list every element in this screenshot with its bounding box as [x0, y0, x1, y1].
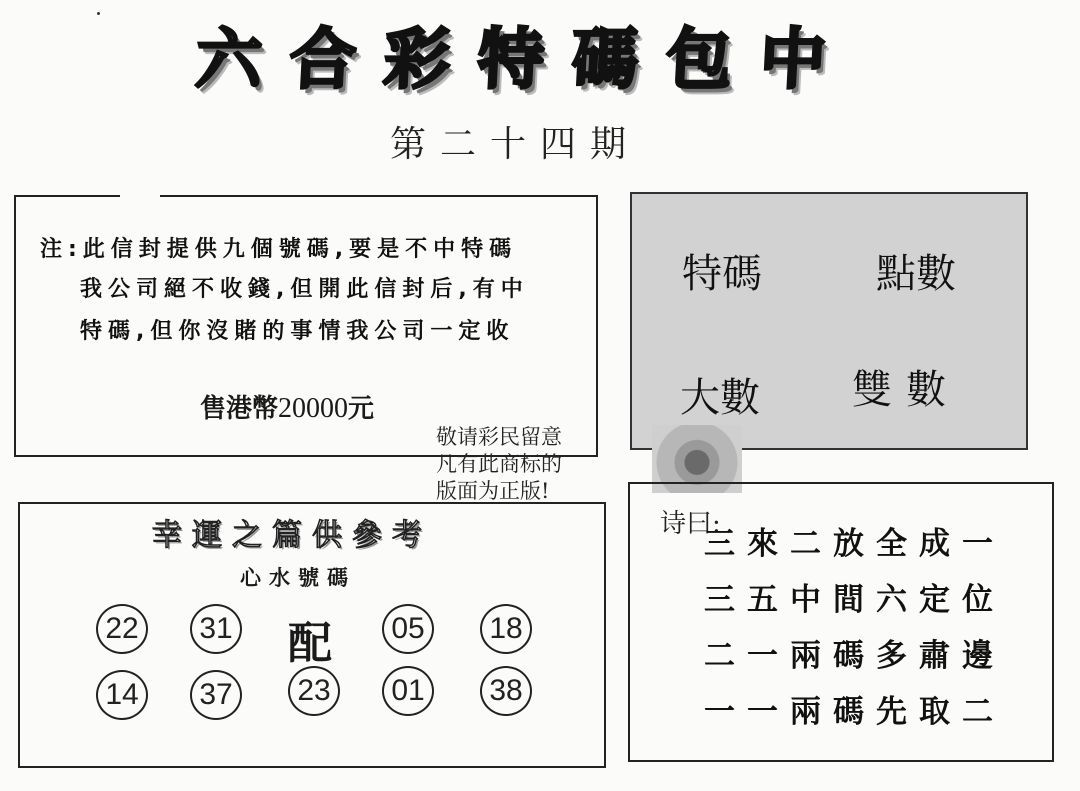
number-ball: 01 [382, 666, 434, 716]
notice-line: 敬请彩民留意 [436, 425, 562, 449]
authenticity-notice [436, 424, 562, 505]
title-char: 包 [663, 20, 735, 98]
note-line-3: 特碼,但你沒賭的事情我公司一定收 [80, 319, 515, 344]
price-prefix: 售港幣 [200, 394, 279, 424]
poem-line-1: 三來二放全成一 [704, 526, 1005, 562]
number-ball: 37 [190, 670, 242, 720]
number-ball: 18 [480, 604, 532, 654]
lucky-subtitle: 心水號碼 [240, 565, 356, 590]
info-label-even: 雙數 [852, 367, 960, 413]
price-amount: 20000 [278, 393, 349, 424]
note-line-1: 注:此信封提供九個號碼,要是不中特碼 [40, 237, 518, 262]
note-line-2: 我公司絕不收錢,但開此信封后,有中 [80, 277, 529, 302]
issue-number: 第二十四期 [389, 124, 640, 165]
title-char: 特 [475, 20, 547, 98]
poem-line-4: 一一兩碼先取二 [704, 694, 1005, 730]
number-ball: 14 [96, 670, 148, 720]
number-ball: 31 [190, 604, 242, 654]
number-ball: 22 [96, 604, 148, 654]
title-char: 合 [287, 20, 359, 98]
speck [97, 12, 100, 15]
title-char: 六 [193, 20, 265, 98]
poem-label: 诗曰: [660, 509, 721, 539]
divider [14, 195, 120, 197]
info-label-big: 大數 [680, 375, 760, 421]
number-ball: 05 [382, 604, 434, 654]
page-title [193, 14, 829, 104]
title-char: 中 [757, 20, 829, 98]
notice-line: 版面为正版! [436, 479, 550, 503]
notice-line: 凡有此商标的 [436, 452, 562, 476]
title-char: 彩 [381, 20, 453, 98]
info-label-points: 點數 [876, 251, 956, 297]
title-char: 碼 [569, 20, 641, 98]
poem-line-3: 二一兩碼多肅邊 [704, 638, 1005, 674]
number-ball: 23 [288, 666, 340, 716]
pair-mark: 配 [288, 618, 332, 669]
price [200, 388, 374, 425]
price-unit: 元 [348, 394, 375, 424]
lucky-title: 幸運之篇供參考 [152, 518, 432, 553]
info-label-special: 特碼 [682, 251, 762, 297]
poem-line-2: 三五中間六定位 [704, 582, 1005, 618]
number-ball: 38 [480, 666, 532, 716]
divider [160, 195, 598, 197]
